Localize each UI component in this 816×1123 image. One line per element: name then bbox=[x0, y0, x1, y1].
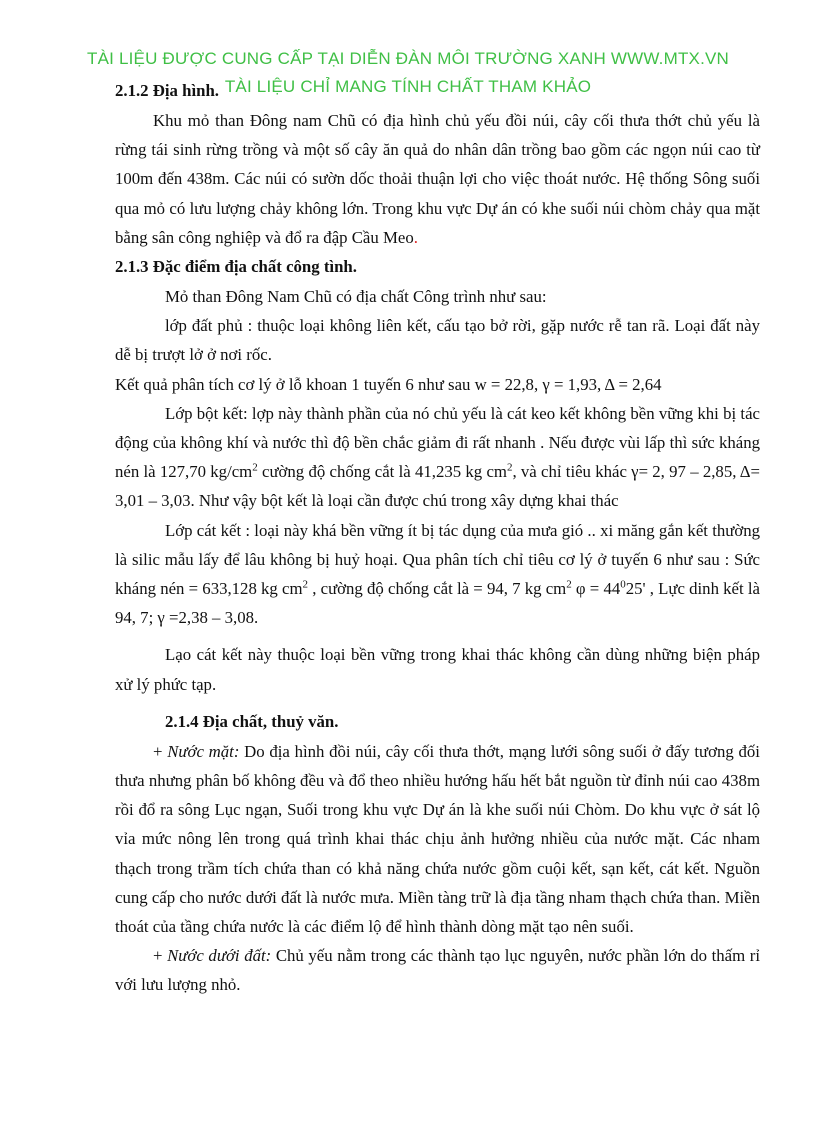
paragraph-geology-intro: Mỏ than Đông Nam Chũ có địa chất Công trình như sau: bbox=[165, 287, 547, 307]
superscript: 2 bbox=[506, 461, 513, 474]
surface-water-label: Nước mặt: bbox=[167, 741, 240, 761]
bullet-plus: + bbox=[153, 741, 168, 761]
heading-2-1-3: 2.1.3 Đặc điểm địa chất công tình. bbox=[115, 257, 357, 277]
superscript: 2 bbox=[566, 578, 572, 591]
surface-water-text: Do địa hình đồi núi, cây cối thưa thớt, mạng lưới sông suối ở đấy tương đối thưa nhưng phân bố không đều và đổ theo nhiều hướng hấu hết bắt nguồn từ đỉnh núi cao 438m rồi đổ ra sông Lục ngạn, Suối trong khu vực Dự án là khe suối núi Chòm. Do khu vực ở sát lộ vỉa mức nông lên trong quá trình khai thác chịu ảnh hưởng nhiều của nước mặt. Các nham thạch trong trầm tích chứa than có khả năng chứa nước gồm cuội kết, sạn kết, cát kết. Nguồn cung cấp cho nước dưới đất là nước mưa. Miền tàng trữ là địa tầng nham thạch chứa than. Miền thoát của tầng chứa nước là các điểm lộ để hình thành dòng mặt tạo nên suối. bbox=[115, 741, 760, 937]
sandstone-text-d: 25' , Lực dinh kết là 94, 7; γ =2,38 – 3,08. bbox=[115, 579, 760, 628]
watermark-line-2: TÀI LIỆU CHỈ MANG TÍNH CHẤT THAM KHẢO bbox=[224, 77, 592, 96]
terrain-text: Khu mỏ than Đông nam Chũ có địa hình chủ yếu đồi núi, cây cối thưa thớt chủ yếu là rừng tái sinh rừng trồng và một số cây ăn quả do nhân dân trồng bao gồm các ngọn núi cao từ 100m đến 438m. Các núi có sườn dốc thoải thuận lợi cho việc thoát nước. Hệ thống Sông suối qua mỏ có lưu lượng chảy không lớn. Trong khu vực Dự án có khe suối núi chòm chảy qua mặt bằng sân công nghiệp và đổ ra đập Cầu Meo bbox=[115, 111, 760, 247]
superscript: 2 bbox=[302, 578, 309, 591]
siltstone-text-c: , và chỉ tiêu khác γ= 2, 97 – 2,85, Δ= 3,01 – 3,03. Như vậy bột kết là loại cần được chú trong xây dựng khai thác bbox=[115, 462, 761, 511]
siltstone-text-b: cường độ chống cắt là 41,235 kg cm bbox=[257, 462, 507, 482]
paragraph-borehole-result: Kết quả phân tích cơ lý ở lỗ khoan 1 tuyến 6 như sau w = 22,8, γ = 1,93, Δ = 2,64 bbox=[115, 374, 662, 394]
paragraph-sandstone bbox=[115, 516, 760, 633]
sandstone-text-a: Lớp cát kết : loại này khá bền vững ít bị tác dụng của mưa gió .. xi măng gắn kết thường là silic mẫu lấy để lâu không bị huỷ hoại. Qua phân tích chỉ tiêu cơ lý ở tuyến 6 như sau : Sức kháng nén = 633,128 kg cm bbox=[115, 520, 760, 599]
sandstone-text-b: , cường độ chống cắt là = 94, 7 kg cm bbox=[308, 579, 567, 599]
heading-2-1-4: 2.1.4 Địa chất, thuỷ văn. bbox=[165, 711, 339, 731]
heading-2-1-2: 2.1.2 Địa hình. bbox=[115, 81, 219, 100]
paragraph-sandstone-stability: Lạo cát kết này thuộc loại bền vững trong khai thác không cần dùng những biện pháp xử lý phức tạp. bbox=[115, 645, 760, 694]
siltstone-text-a: Lớp bột kết: lợp này thành phần của nó chủ yếu là cát keo kết không bền vững khi bị tác động của không khí và nước thì độ bền chắc giảm đi rất nhanh . Nếu được vùi lấp thì sức kháng nén là 127,70 kg/cm bbox=[115, 403, 760, 482]
bullet-plus: + bbox=[153, 946, 168, 966]
paragraph-soil-layer: lớp đất phủ : thuộc loại không liên kết, cấu tạo bở rời, gặp nước rễ tan rã. Loại đất này dễ bị trượt lở ở nơi rốc. bbox=[115, 316, 760, 365]
paragraph-surface-water bbox=[115, 737, 760, 941]
watermark-line-1: TÀI LIỆU ĐƯỢC CUNG CẤP TẠI DIỄN ĐÀN MÔI TRƯỜNG XANH WWW.MTX.VN bbox=[86, 49, 730, 68]
terrain-end-mark: . bbox=[413, 227, 418, 247]
document-body bbox=[115, 76, 760, 1000]
groundwater-label: Nước dưới đất: bbox=[167, 946, 272, 966]
paragraph-groundwater bbox=[115, 941, 760, 999]
paragraph-terrain bbox=[115, 106, 760, 252]
groundwater-text: Chủ yếu nằm trong các thành tạo lục nguyên, nước phần lớn do thấm rỉ với lưu lượng nhỏ. bbox=[115, 946, 760, 995]
superscript: 0 bbox=[620, 578, 626, 591]
paragraph-siltstone bbox=[115, 399, 760, 516]
superscript: 2 bbox=[252, 461, 258, 474]
sandstone-text-c: φ = 44 bbox=[571, 579, 621, 599]
